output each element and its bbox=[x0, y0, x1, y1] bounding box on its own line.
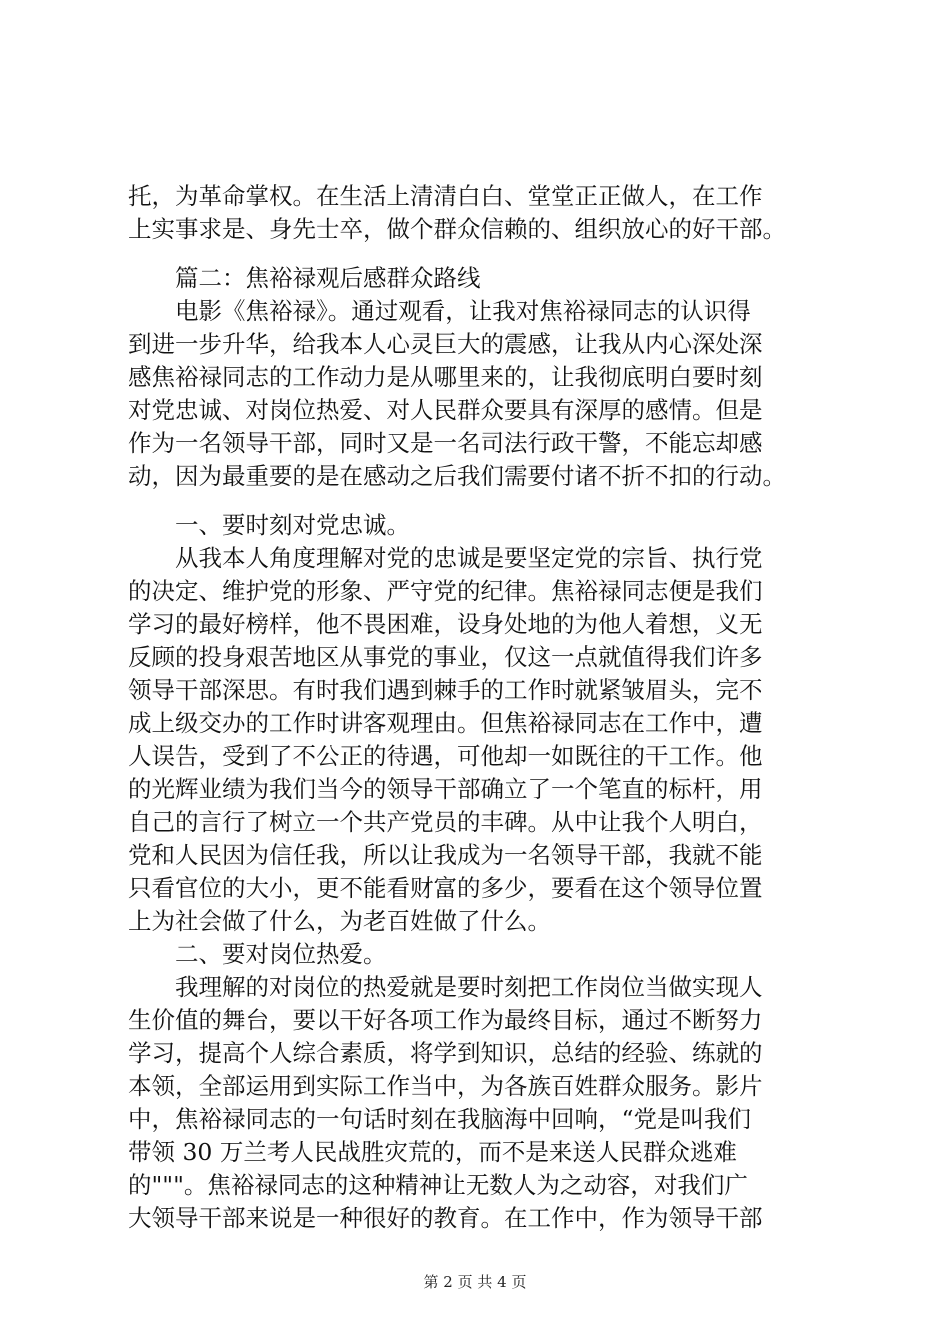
text-line: 学习，提高个人综合素质，将学到知识，总结的经验、练就的 bbox=[128, 1039, 763, 1067]
text-line: 到进一步升华，给我本人心灵巨大的震感，让我从内心深处深 bbox=[128, 330, 763, 358]
page-footer bbox=[0, 1272, 950, 1292]
text-line: 反顾的投身艰苦地区从事党的事业，仅这一点就值得我们许多 bbox=[128, 643, 763, 671]
text-line: 本领，全部运用到实际工作当中，为各族百姓群众服务。影片 bbox=[128, 1072, 763, 1100]
text-line: 托，为革命掌权。在生活上清清白白、堂堂正正做人，在工作 bbox=[128, 182, 763, 210]
text-line: 对党忠诚、对岗位热爱、对人民群众要具有深厚的感情。但是 bbox=[128, 396, 763, 424]
paragraph-intro bbox=[128, 295, 833, 493]
text-line: 中，焦裕禄同志的一句话时刻在我脑海中回响，“党是叫我们 bbox=[128, 1105, 752, 1133]
text-line: 我理解的对岗位的热爱就是要时刻把工作岗位当做实现人 bbox=[175, 973, 763, 1001]
text-line: 的决定、维护党的形象、严守党的纪律。焦裕禄同志便是我们 bbox=[128, 577, 763, 605]
text-line: 只看官位的大小，更不能看财富的多少，要看在这个领导位置 bbox=[128, 874, 763, 902]
text-line: 人误告，受到了不公正的待遇，可他却一如既往的干工作。他 bbox=[128, 742, 763, 770]
page-number: 第 2 页 共 4 页 bbox=[423, 1273, 527, 1291]
paragraph-loyalty bbox=[128, 542, 833, 938]
section-title bbox=[128, 262, 833, 295]
text-line: 的"""。焦裕禄同志的这种精神让无数人为之动容，对我们广 bbox=[128, 1171, 748, 1199]
text-line: 动，因为最重要的是在感动之后我们需要付诸不折不扣的行动。 bbox=[128, 462, 786, 490]
section-heading: 篇二：焦裕禄观后感群众路线 bbox=[175, 264, 481, 292]
text-line: 学习的最好榜样，他不畏困难，设身处地的为他人着想，义无 bbox=[128, 610, 763, 638]
text-line: 从我本人角度理解对党的忠诚是要坚定党的宗旨、执行党 bbox=[175, 544, 763, 572]
text-line: 领导干部深思。有时我们遇到棘手的工作时就紧皱眉头，完不 bbox=[128, 676, 763, 704]
text-line: 自己的言行了树立一个共产党员的丰碑。从中让我个人明白， bbox=[128, 808, 763, 836]
subheading: 一、要时刻对党忠诚。 bbox=[175, 511, 410, 539]
text-line: 大领导干部来说是一种很好的教育。在工作中，作为领导干部 bbox=[128, 1204, 763, 1232]
paragraph-dedication bbox=[128, 971, 833, 1235]
text-line: 带领 30 万兰考人民战胜灾荒的，而不是来送人民群众逃难 bbox=[128, 1138, 737, 1166]
text-line: 电影《焦裕禄》。通过观看，让我对焦裕禄同志的认识得 bbox=[175, 297, 751, 325]
heading-dedication bbox=[128, 938, 833, 971]
heading-loyalty bbox=[128, 509, 833, 542]
text-line: 党和人民因为信任我，所以让我成为一名领导干部，我就不能 bbox=[128, 841, 763, 869]
subheading: 二、要对岗位热爱。 bbox=[175, 940, 387, 968]
paragraph-continuation bbox=[128, 180, 833, 246]
text-line: 上为社会做了什么，为老百姓做了什么。 bbox=[128, 907, 551, 935]
text-line: 的光辉业绩为我们当今的领导干部确立了一个笔直的标杆，用 bbox=[128, 775, 763, 803]
text-line: 上实事求是、身先士卒，做个群众信赖的、组织放心的好干部。 bbox=[128, 215, 786, 243]
text-line: 感焦裕禄同志的工作动力是从哪里来的，让我彻底明白要时刻 bbox=[128, 363, 763, 391]
text-line: 成上级交办的工作时讲客观理由。但焦裕禄同志在工作中，遭 bbox=[128, 709, 763, 737]
text-line: 作为一名领导干部，同时又是一名司法行政干警，不能忘却感 bbox=[128, 429, 763, 457]
text-line: 生价值的舞台，要以干好各项工作为最终目标，通过不断努力 bbox=[128, 1006, 763, 1034]
